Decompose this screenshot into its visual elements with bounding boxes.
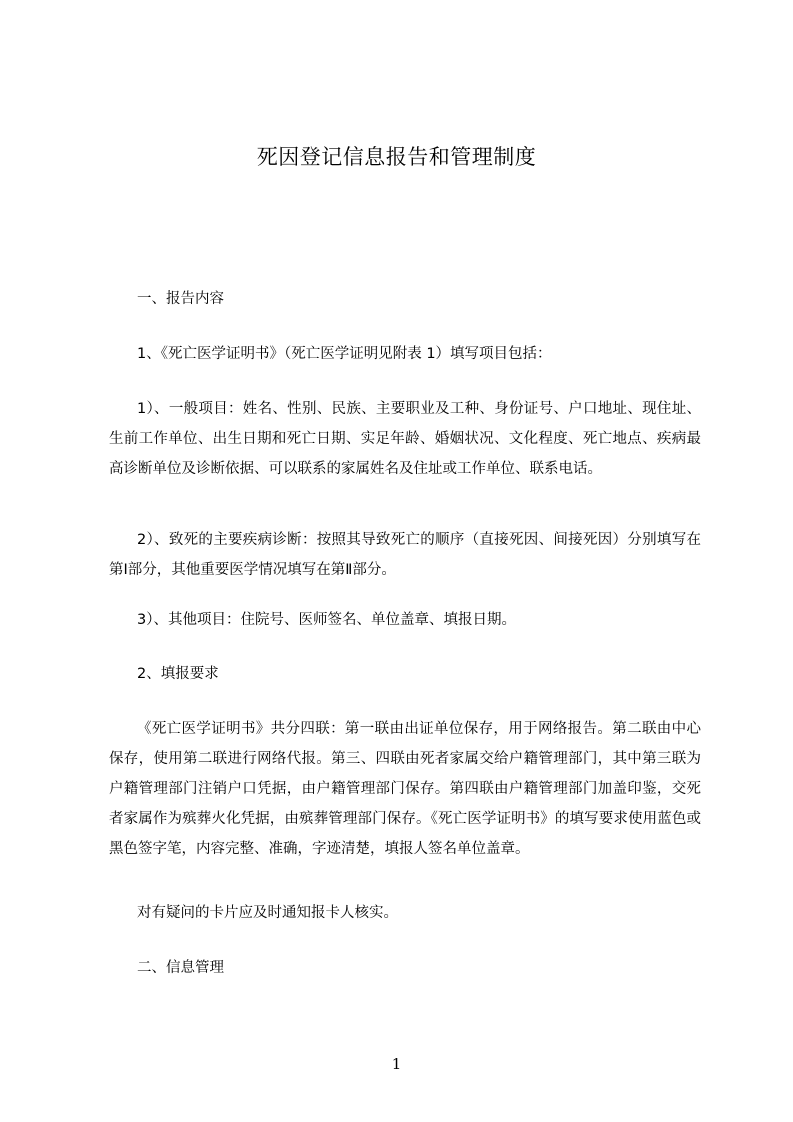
document-title: 死因登记信息报告和管理制度 bbox=[256, 145, 537, 169]
item-1-heading: 1、《死亡医学证明书》（死亡医学证明见附表 1）填写项目包括： bbox=[137, 346, 552, 362]
item-2-heading: 2、填报要求 bbox=[137, 666, 219, 682]
item-1-sub-2-cause-of-death: 2）、致死的主要疾病诊断：按照其导致死亡的顺序（直接死因、间接死因）分别填写在第Ⅰ部分，其他重要医学情况填写在第Ⅱ部分。 bbox=[109, 532, 701, 578]
section-1-heading: 一、报告内容 bbox=[137, 291, 224, 307]
page-number: 1 bbox=[391, 1055, 402, 1073]
section-2-heading: 二、信息管理 bbox=[137, 960, 224, 976]
item-1-sub-3-other-fields: 3）、其他项目：住院号、医师签名、单位盖章、填报日期。 bbox=[137, 612, 516, 628]
item-2-note: 对有疑问的卡片应及时通知报卡人核实。 bbox=[137, 905, 398, 921]
item-1-sub-1-general-fields: 1）、一般项目：姓名、性别、民族、主要职业及工种、身份证号、户口地址、现住址、生前工作单位、出生日期和死亡日期、实足年龄、婚姻状况、文化程度、死亡地点、疾病最高诊断单位及诊断依据、可以联系的家属姓名及住址或工作单位、联系电话。 bbox=[109, 401, 701, 477]
item-2-body: 《死亡医学证明书》共分四联：第一联由出证单位保存，用于网络报告。第二联由中心保存，使用第二联进行网络代报。第三、四联由死者家属交给户籍管理部门，其中第三联为户籍管理部门注销户口凭据，由户籍管理部门保存。第四联由户籍管理部门加盖印鉴，交死者家属作为殡葬火化凭据，由殡葬管理部门保存。《死亡医学证明书》的填写要求使用蓝色或黑色签字笔，内容完整、准确，字迹清楚，填报人签名单位盖章。 bbox=[109, 721, 701, 857]
